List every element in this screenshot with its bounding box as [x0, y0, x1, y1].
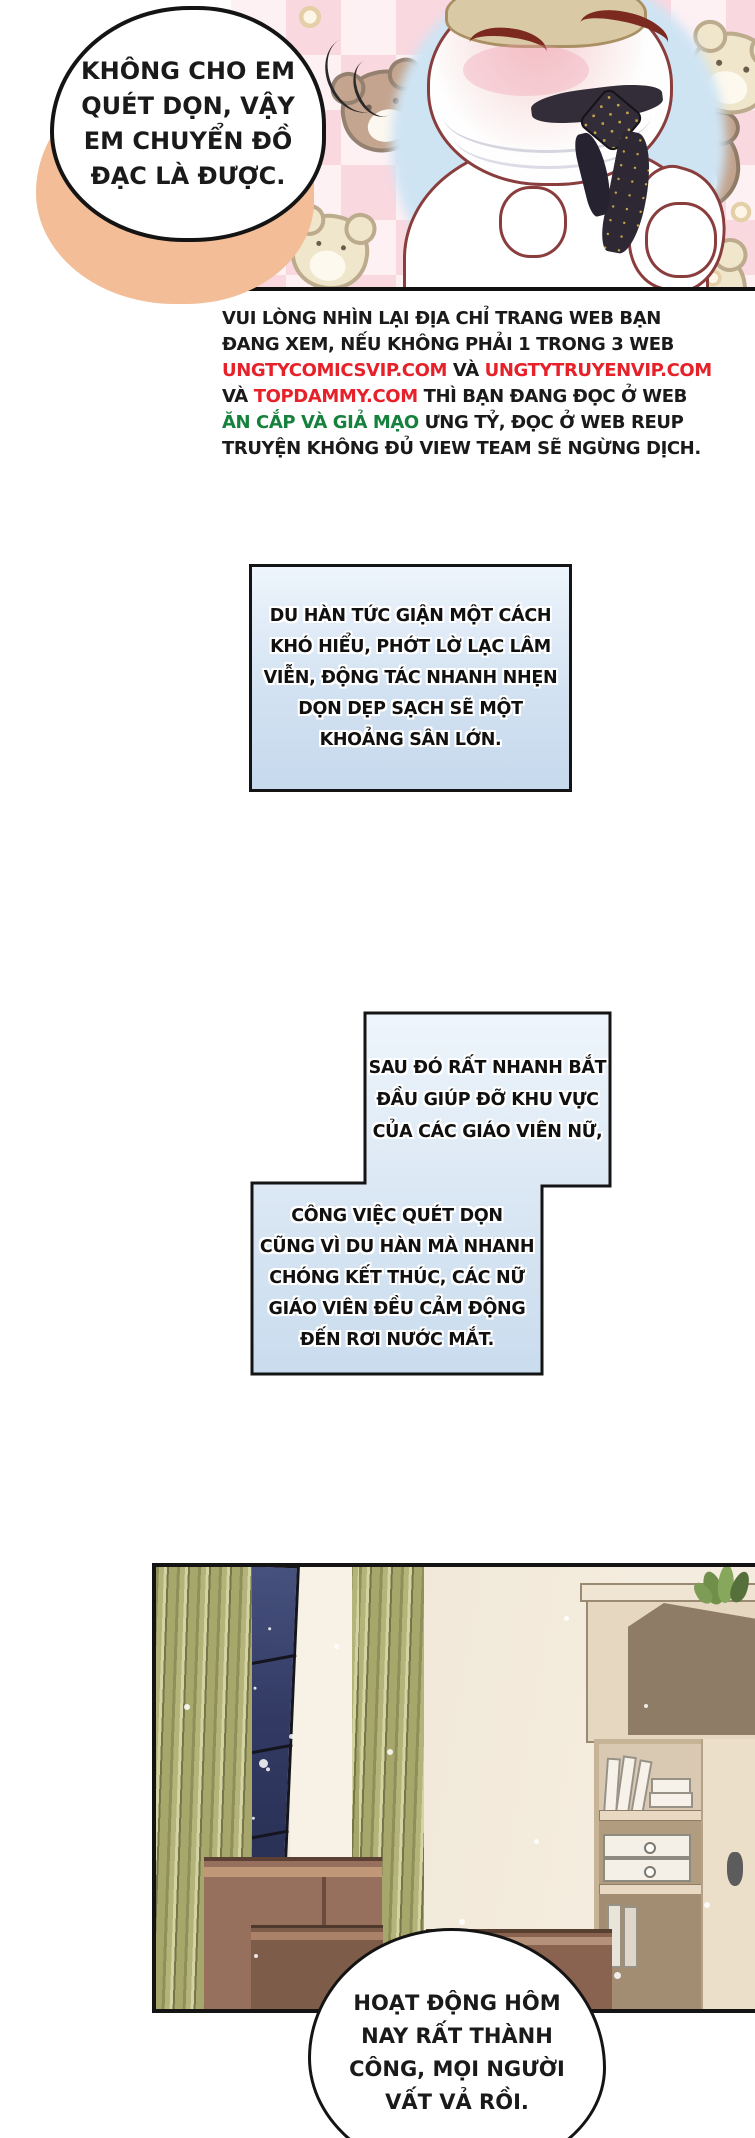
speech-text: KHÔNG CHO EM QUÉT DỌN, VẬY EM CHUYỂN ĐỒ ĐẠC LÀ ĐƯỢC. — [81, 57, 295, 190]
anti-piracy-notice: VUI LÒNG NHÌN LẠI ĐỊA CHỈ TRANG WEB BẠN ĐANG XEM, NẾU KHÔNG PHẢI 1 TRONG 3 WEB UNGTYCOMICSVIP.COM VÀ UNGTYTRUYENVIP.COM VÀ TOPDAMMY.COM THÌ BẠN ĐANG ĐỌC Ở WEB ĂN CẮP VÀ GIẢ MẠO ƯNG TỶ, ĐỌC Ở WEB REUP TRUYỆN KHÔNG ĐỦ VIEW TEAM SẼ NGỪNG DỊCH. — [222, 308, 712, 459]
fist — [645, 202, 717, 278]
vase — [727, 1852, 743, 1886]
caption-text-2: SAU ĐÓ RẤT NHANH BẮT ĐẦU GIÚP ĐỠ KHU VỰC CỦA CÁC GIÁO VIÊN NỮ, — [368, 1057, 607, 1142]
fist — [499, 186, 567, 258]
speech-text: HOẠT ĐỘNG HÔM NAY RẤT THÀNH CÔNG, MỌI NGƯỜI VẤT VẢ RỒI. — [349, 1991, 565, 2114]
caption-text-1: DU HÀN TỨC GIẬN MỘT CÁCH KHÓ HIỂU, PHỚT LỜ LẠC LÂM VIỄN, ĐỘNG TÁC NHANH NHẸN DỌN DẸP SẠCH SẼ MỘT KHOẢNG SÂN LỚN. — [263, 605, 558, 750]
caption-text-3: CÔNG VIỆC QUÉT DỌN CŨNG VÌ DU HÀN MÀ NHANH CHÓNG KẾT THÚC, CÁC NỮ GIÁO VIÊN ĐỀU CẢM ĐỘNG ĐẾN RƠI NƯỚC MẮT. — [259, 1206, 535, 1350]
cabinet-open — [586, 1597, 755, 1743]
speech-bubble-top — [50, 6, 326, 242]
